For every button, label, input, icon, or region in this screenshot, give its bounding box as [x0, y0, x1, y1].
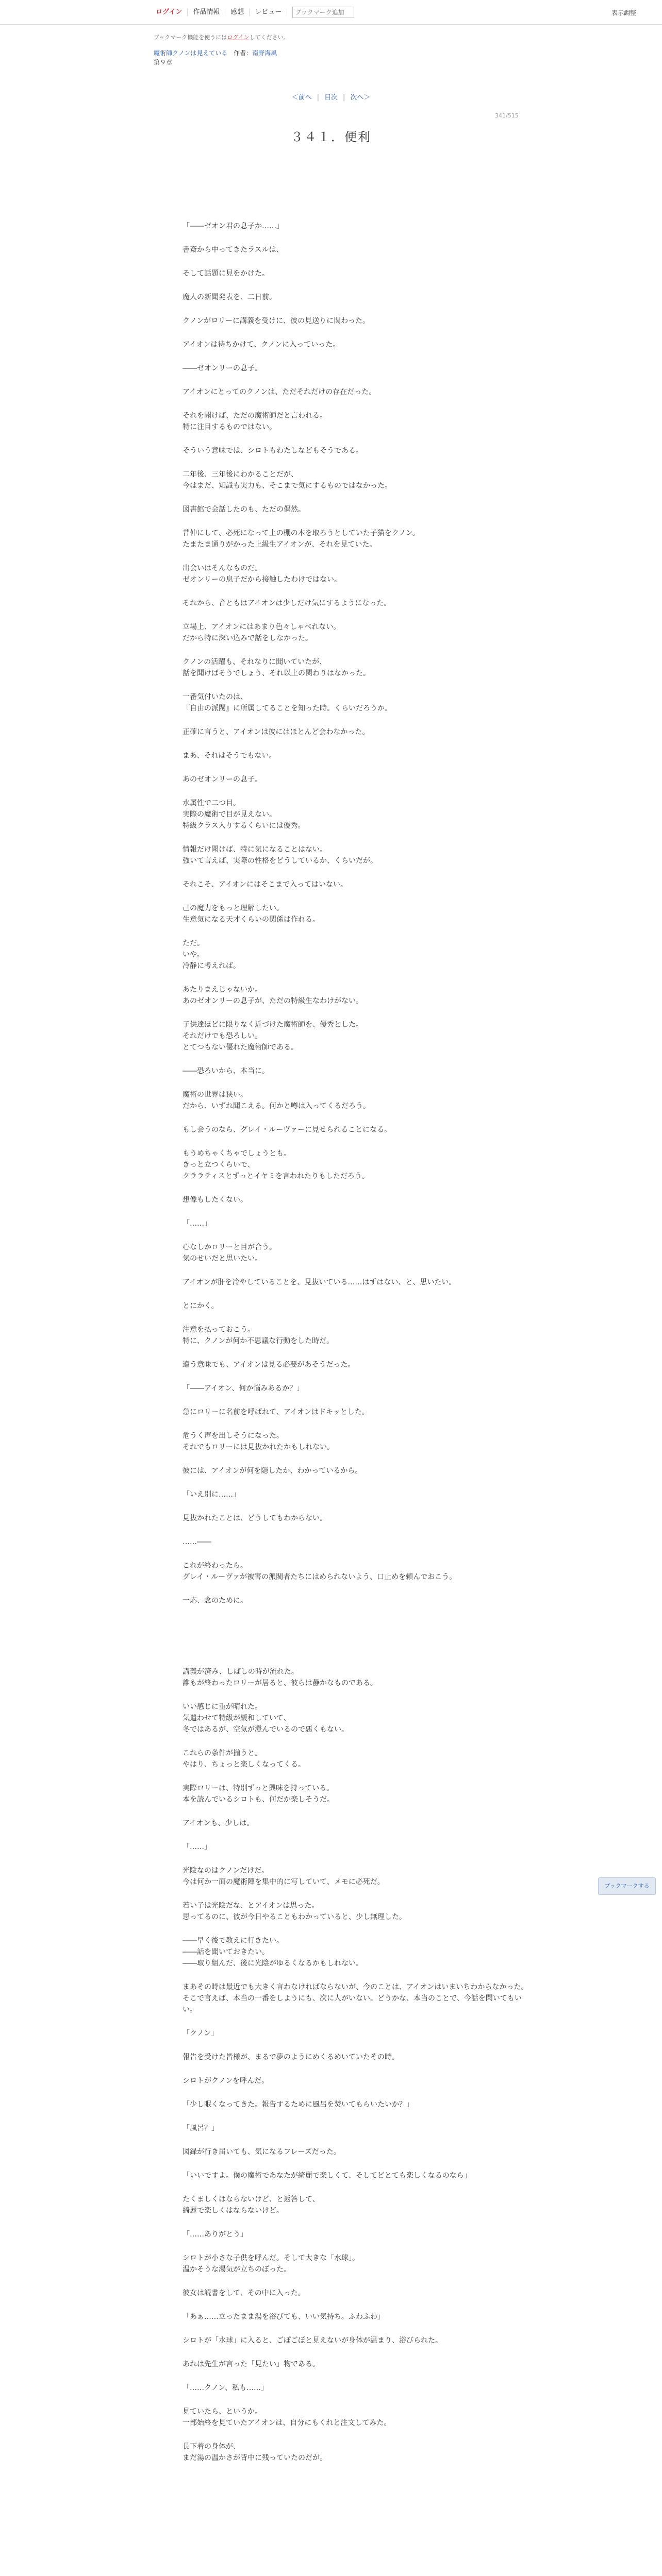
paragraph-block — [183, 598, 533, 609]
paragraph-block — [183, 1560, 533, 1583]
paragraph-gap — [183, 867, 533, 879]
episode-number: 341/515 — [495, 112, 519, 119]
body-line: 見ていたら、というか。 — [183, 2408, 262, 2416]
paragraph-gap — [183, 738, 533, 750]
paragraph-block — [183, 2099, 533, 2110]
body-line: いや。 — [183, 951, 204, 959]
body-line: 「いえ別に……」 — [183, 1490, 240, 1499]
paragraph-block — [183, 292, 533, 303]
paragraph-block — [183, 1981, 533, 2015]
paragraph-gap — [183, 515, 533, 528]
paragraph-gap — [183, 327, 533, 339]
paragraph-block — [183, 2252, 533, 2275]
paragraph-block — [183, 984, 533, 1007]
body-line: 「――アイオン、何か悩みあるか？」 — [183, 1384, 304, 1393]
body-line: 光陰なのはクノンだけだ。 — [183, 1867, 269, 1875]
paragraph-block — [183, 2170, 533, 2181]
paragraph-gap — [183, 1136, 533, 1148]
paragraph-block — [183, 2359, 533, 2370]
body-line: それから、音ともはアイオンは少しだけ気にするようになった。 — [183, 599, 391, 607]
paragraph-block — [183, 1841, 533, 1853]
paragraph-gap — [183, 1805, 533, 1818]
paragraph-gap — [183, 1264, 533, 1277]
body-line: 水属性で二つ目。 — [183, 799, 240, 807]
paragraph-block — [183, 1089, 533, 1112]
paragraph-block — [183, 1383, 533, 1394]
body-line: 危うく声を出しそうになった。 — [183, 1432, 284, 1440]
body-line: グレイ・ルーヴァが被害の派閥者たちにはめられないよう、口止めを頼んでおこう。 — [183, 1573, 457, 1581]
paragraph-gap — [183, 2015, 533, 2028]
floating-bookmark-button[interactable]: ブックマークする — [598, 1877, 656, 1895]
paragraph-gap — [183, 609, 533, 621]
paragraph-gap — [183, 2323, 533, 2335]
body-line: 生意気になる天才くらいの関係は作れる。 — [183, 916, 320, 924]
display-settings-link[interactable]: 表示調整 — [611, 9, 637, 16]
table-of-contents-link[interactable]: 目次 — [324, 94, 338, 101]
body-line: 温かそうな湯気が立ちのぼった。 — [183, 2265, 291, 2274]
body-line: そういう意味では、シロトもわたしなどもそうである。 — [183, 447, 363, 455]
body-line: 「……クノン、私も……」 — [183, 2384, 269, 2392]
paragraph-gap — [183, 1347, 533, 1359]
paragraph-gap — [183, 2110, 533, 2123]
paragraph-gap — [183, 585, 533, 598]
paragraph-block — [183, 315, 533, 327]
paragraph-block — [183, 2406, 533, 2429]
paragraph-gap — [183, 1112, 533, 1124]
paragraph-gap — [183, 679, 533, 691]
body-line: 「クノン」 — [183, 2029, 219, 2038]
body-line: 気のせいだと思いたい。 — [183, 1255, 262, 1263]
body-line: 出会いはそんなものだ。 — [183, 564, 262, 572]
body-line: 「……」 — [183, 1219, 211, 1228]
paragraph-block — [183, 844, 533, 867]
body-line: 話を聞けばそうでしょう、それ以上の関わりはなかった。 — [183, 669, 370, 677]
paragraph-gap — [183, 2275, 533, 2287]
paragraph-block — [183, 1642, 533, 1654]
body-line: 彼には、アイオンが何を隠したか、わかっているから。 — [183, 1467, 362, 1475]
paragraph-gap — [183, 2134, 533, 2146]
paragraph-gap — [183, 1770, 533, 1783]
paragraph-gap — [183, 2429, 533, 2441]
body-line: やはり、ちょっと楽しくなってくる。 — [183, 1760, 305, 1769]
paragraph-block — [183, 1406, 533, 1418]
paragraph-block — [183, 363, 533, 374]
body-line: 「風呂？」 — [183, 2124, 219, 2132]
body-line: 見抜かれたことは、どうしてもわからない。 — [183, 1514, 327, 1522]
paragraph-block — [183, 1194, 533, 1206]
episode-pager — [0, 92, 662, 101]
paragraph-gap — [183, 714, 533, 726]
body-line: 図録が行き届いても、気になるフレーズだった。 — [183, 2148, 341, 2156]
paragraph-gap — [183, 1524, 533, 1536]
body-line: アイオンにとってのクノンは、ただそれだけの存在だった。 — [183, 388, 376, 396]
paragraph-gap — [183, 2216, 533, 2229]
body-line: 冷静に考えれば。 — [183, 962, 240, 970]
feel-link[interactable]: 感想 — [225, 9, 250, 16]
paragraph-block — [183, 1324, 533, 1347]
paragraph-gap — [183, 1853, 533, 1865]
body-line: もし会うのなら、グレイ・ルーヴァーに見せられることになる。 — [183, 1126, 392, 1134]
paragraph-gap — [183, 2181, 533, 2194]
body-line: それでもロリーには見抜かれたかもしれない。 — [183, 1443, 334, 1451]
paragraph-gap — [183, 1077, 533, 1089]
prev-episode-link[interactable]: ＜前へ — [291, 94, 312, 101]
review-link[interactable]: レビュー — [250, 9, 287, 16]
paragraph-gap — [183, 972, 533, 984]
body-line: あたりまえじゃないか。 — [183, 986, 262, 994]
paragraph-block — [183, 221, 533, 232]
paragraph-block — [183, 938, 533, 972]
body-line: 今はまだ、知識も実力も、そこまで気にするものではなかった。 — [183, 482, 392, 490]
paragraph-gap — [183, 644, 533, 656]
body-line: 実際の魔術で目が見えない。 — [183, 810, 276, 819]
paragraph-gap — [183, 890, 533, 903]
body-line: ――話を聞いておきたい。 — [183, 1948, 269, 1956]
paragraph-block — [183, 1019, 533, 1053]
body-line — [183, 1642, 533, 1654]
paragraph-block — [183, 1619, 533, 1630]
paragraph-block — [183, 2441, 533, 2464]
paragraph-gap — [183, 1394, 533, 1406]
body-line — [183, 1619, 533, 1630]
login-link[interactable]: ログイン — [151, 9, 188, 16]
body-line: あのゼオンリーの息子が、ただの特級生なわけがない。 — [183, 997, 363, 1005]
body-line: 特に、クノンが何か不思議な行動をした時だ。 — [183, 1337, 334, 1345]
body-line: 『自由の派閥』に所属してることを知った時。くらいだろうか。 — [183, 704, 392, 713]
paragraph-block — [183, 1900, 533, 1923]
paragraph-block — [183, 1513, 533, 1524]
paragraph-block — [183, 2052, 533, 2063]
body-line: これらの条件が揃うと。 — [183, 1749, 262, 1757]
paragraph-block — [183, 726, 533, 738]
body-line: 実際ロリーは、特別ずっと興味を持っている。 — [183, 1784, 334, 1792]
body-line: もうめちゃくちゃでしょうとも。 — [183, 1149, 291, 1158]
episode-title: ３４１．便利 — [291, 130, 371, 144]
body-line: ただ。 — [183, 939, 204, 947]
paragraph-block — [183, 1124, 533, 1136]
body-line: たまたま通りがかった上級生アイオンが、それを見ていた。 — [183, 540, 377, 549]
paragraph-gap — [183, 1689, 533, 1701]
paragraph-gap — [183, 492, 533, 504]
paragraph-gap — [183, 1969, 533, 1981]
paragraph-gap — [183, 1477, 533, 1489]
paragraph-block — [183, 1277, 533, 1288]
body-line: とにかく。 — [183, 1302, 219, 1310]
body-line: だから特に深い込みで話をしなかった。 — [183, 634, 312, 642]
body-line: ――早く後で教えに行きたい。 — [183, 1937, 284, 1945]
body-line: 講義が済み、しばしの時が流れた。 — [183, 1668, 299, 1676]
paragraph-block — [183, 469, 533, 492]
paragraph-gap — [183, 2240, 533, 2252]
body-line: それを聞けば、ただの魔術師だと言われる。 — [183, 412, 327, 420]
bookmark-note-prefix: ブックマーク機能を使うには — [154, 34, 227, 41]
paragraph-block — [183, 2287, 533, 2299]
paragraph-gap — [183, 2394, 533, 2406]
paragraph-block — [183, 798, 533, 832]
body-line: 一応、念のために。 — [183, 1597, 247, 1605]
body-line: 彼女は読書をして、その中に入った。 — [183, 2289, 305, 2297]
paragraph-gap — [183, 1548, 533, 1560]
body-line: 正確に言うと、アイオンは彼にはほとんど会わなかった。 — [183, 728, 370, 736]
body-line: 注意を払っておこう。 — [183, 1326, 255, 1334]
paragraph-block — [183, 1701, 533, 1735]
body-line: 図書館で会話したのも、ただの偶然。 — [183, 505, 305, 514]
paragraph-block — [183, 621, 533, 644]
paragraph-gap — [183, 1888, 533, 1900]
paragraph-block — [183, 1242, 533, 1264]
body-line: これが終わったら。 — [183, 1562, 247, 1570]
paragraph-block — [183, 1595, 533, 1606]
body-line: いい感じに重が晴れた。 — [183, 1703, 262, 1711]
body-line: 報告を受けた皆様が、まるで夢のようにめくるめいていたその時。 — [183, 2053, 399, 2061]
paragraph-gap — [183, 1312, 533, 1324]
body-line: 己の魔力をもっと理解したい。 — [183, 904, 284, 912]
body-line: 心なしかロリーと目が合う。 — [183, 1243, 276, 1251]
works-info-link[interactable]: 作品情報 — [188, 9, 225, 16]
paragraph-block — [183, 410, 533, 433]
paragraph-gap — [183, 350, 533, 363]
body-line: 気遣わせて特級が緩和していて、 — [183, 1714, 291, 1722]
paragraph-gap — [183, 2039, 533, 2052]
paragraph-block — [183, 2028, 533, 2039]
paragraph-block — [183, 2123, 533, 2134]
paragraph-block — [183, 386, 533, 398]
paragraph-gap — [183, 761, 533, 774]
paragraph-block — [183, 903, 533, 925]
paragraph-gap — [183, 2464, 533, 2476]
body-line: シロトがクノンを呼んだ。 — [183, 2077, 269, 2085]
novel-header — [154, 33, 515, 67]
paragraph-block — [183, 1359, 533, 1370]
paragraph-gap — [183, 1829, 533, 1841]
paragraph-gap — [183, 1606, 533, 1619]
paragraph-block — [183, 2311, 533, 2323]
body-line: 冬ではあるが、空気が澄んでいるので悪くもない。 — [183, 1725, 349, 1734]
body-line: シロトが「水球」に入ると、ごぽごぽと見えないが身体が温まり、浴びられた。 — [183, 2336, 442, 2345]
paragraph-gap — [183, 2063, 533, 2075]
paragraph-gap — [183, 256, 533, 268]
body-line: 今は何か一面の魔術陣を集中的に写していて、メモに必死だ。 — [183, 1878, 385, 1886]
paragraph-block — [183, 2194, 533, 2216]
paragraph-gap — [183, 1630, 533, 1642]
paragraph-gap — [183, 1583, 533, 1595]
paragraph-gap — [183, 1500, 533, 1513]
paragraph-gap — [183, 2299, 533, 2311]
paragraph-block — [183, 1430, 533, 1453]
body-line: アイオンも、少しは。 — [183, 1819, 254, 1827]
paragraph-block — [183, 1489, 533, 1500]
paragraph-block — [183, 504, 533, 515]
body-line: クララティスとずっとイヤミを言われたりもしただろう。 — [183, 1172, 370, 1180]
body-line: クノンの活躍も、それなりに聞いていたが、 — [183, 658, 327, 666]
body-line: 二年後、三年後にわかることだが、 — [183, 470, 298, 479]
series-line — [154, 48, 515, 58]
paragraph-block — [183, 2335, 533, 2346]
paragraph-block — [183, 528, 533, 550]
paragraph-gap — [183, 785, 533, 798]
paragraph-block — [183, 1536, 533, 1548]
top-navigation-bar — [0, 0, 662, 25]
paragraph-gap — [183, 374, 533, 386]
body-line: 情報だけ聞けば、特に気になることはない。 — [183, 845, 327, 854]
body-line: ……―― — [183, 1538, 211, 1546]
body-line: 「いいですよ。僕の魔術であなたが綺麗で楽しくて、そしてどとても楽しくなるのなら」 — [183, 2172, 471, 2180]
body-line: 魔術の世界は狭い。 — [183, 1091, 247, 1099]
body-line: 「……ありがとう」 — [183, 2230, 247, 2239]
body-line: アイオンは待ちかけて、クノンに入っていった。 — [183, 341, 340, 349]
body-line: 強いて言えば、実際の性格をどうしているか、くらいだが。 — [183, 857, 377, 865]
body-line: 特級クラス入りするくらいには優秀。 — [183, 822, 305, 830]
body-line: まあその時は最近でも大きく言わなければならないが、今のことは、アイオンはいまいちわからなかった。そこで言えば、本当の一番をしようにも、次に人がいない。どうかな、本当のことで、今話を聞いてもいい。 — [183, 1983, 528, 2014]
body-line: 思ってるのに、彼が今日やることもわかっていると、少し無理した。 — [183, 1913, 406, 1921]
paragraph-block — [183, 1148, 533, 1182]
paragraph-gap — [183, 398, 533, 410]
paragraph-block — [183, 445, 533, 456]
paragraph-block — [183, 1748, 533, 1770]
paragraph-block — [183, 774, 533, 785]
body-line: 長下着の身体が、 — [183, 2443, 240, 2451]
paragraph-block — [183, 1818, 533, 1829]
paragraph-block — [183, 1300, 533, 1312]
paragraph-block — [183, 2229, 533, 2240]
author-label: 作者： — [234, 49, 253, 57]
paragraph-block — [183, 2146, 533, 2158]
paragraph-block — [183, 339, 533, 350]
paragraph-gap — [183, 2158, 533, 2170]
body-line: それこそ、アイオンにはそこまで入ってはいない。 — [183, 880, 348, 889]
body-line: シロトが小さな子供を呼んだ。そして大きな「水球」。 — [183, 2254, 359, 2262]
paragraph-gap — [183, 925, 533, 938]
paragraph-block — [183, 2075, 533, 2087]
paragraph-gap — [183, 1007, 533, 1019]
paragraph-gap — [183, 2087, 533, 2099]
bookmark-login-link[interactable]: ログイン — [227, 34, 250, 41]
body-line: 書斎から中ってきたラスルは、 — [183, 246, 284, 254]
body-line: それだけでも恐ろしい。 — [183, 1032, 262, 1040]
body-line: 一部始終を見ていたアイオンは、自分にもくれと注文してみた。 — [183, 2419, 391, 2427]
paragraph-block — [183, 691, 533, 714]
paragraph-block — [183, 1865, 533, 1888]
body-line: 想像もしたくない。 — [183, 1196, 247, 1204]
body-line: まあ、それはそうでもない。 — [183, 752, 276, 760]
paragraph-block — [183, 1666, 533, 1689]
pager-separator: | — [317, 94, 319, 101]
paragraph-gap — [183, 279, 533, 292]
body-line: 一番気付いたのは、 — [183, 693, 247, 701]
body-line: 昔仲にして、必死になって上の棚の本を取ろうとしていた子猫をクノン。 — [183, 529, 420, 537]
body-line: 「あぁ……立ったまま湯を浴びても、いい気持ち。ふわふわ」 — [183, 2313, 385, 2321]
body-line: 誰もが終わったロリーが居ると、彼らは静かなものである。 — [183, 1679, 377, 1687]
body-line: 特に注目するものではない。 — [183, 423, 276, 431]
body-line: 「少し眠くなってきた。報告するために風呂を焚いてもらいたいか？」 — [183, 2100, 413, 2109]
body-line: たくましくはならないけど、と返答して、 — [183, 2195, 320, 2204]
body-line: ――ゼオンリーの息子。 — [183, 364, 262, 372]
body-line: 本を読んでいるシロトも、何だか楽しそうだ。 — [183, 1795, 334, 1804]
paragraph-gap — [183, 1453, 533, 1465]
paragraph-gap — [183, 1735, 533, 1748]
paragraph-block — [183, 750, 533, 761]
paragraph-gap — [183, 303, 533, 315]
paragraph-gap — [183, 1229, 533, 1242]
paragraph-block — [183, 1465, 533, 1477]
paragraph-gap — [183, 1182, 533, 1194]
paragraph-block — [183, 1935, 533, 1969]
paragraph-block — [183, 656, 533, 679]
bookmark-login-note — [154, 33, 515, 42]
paragraph-block — [183, 244, 533, 256]
paragraph-gap — [183, 1654, 533, 1666]
paragraph-gap — [183, 1370, 533, 1383]
body-line: アイオンが肝を冷やしていることを、見抜いている……はずはない、と、思いたい。 — [183, 1278, 456, 1286]
body-line: そして話題に見をかけた。 — [183, 269, 269, 278]
body-line: 「――ゼオン君の息子か……」 — [183, 222, 284, 230]
bookmark-search-input[interactable] — [292, 7, 354, 18]
paragraph-block — [183, 268, 533, 279]
paragraph-block — [183, 879, 533, 890]
paragraph-gap — [183, 1053, 533, 1065]
body-line: あれは先生が言った「見たい」物である。 — [183, 2360, 320, 2368]
series-title-link[interactable]: 魔術師クノンは見えている — [154, 49, 228, 57]
paragraph-gap — [183, 2370, 533, 2382]
chapter-label: 第９章 — [154, 59, 173, 66]
body-line: ――取り組んだ、後に光陰がゆるくなるかもしれない。 — [183, 1959, 363, 1968]
paragraph-gap — [183, 433, 533, 445]
paragraph-block — [183, 1218, 533, 1229]
paragraph-gap — [183, 456, 533, 469]
body-line: きっと立つくらいで、 — [183, 1161, 255, 1169]
novel-body — [183, 221, 533, 2476]
paragraph-block — [183, 1065, 533, 1077]
paragraph-gap — [183, 1923, 533, 1935]
paragraph-gap — [183, 2346, 533, 2359]
body-line: ――恐ろいから、本当に。 — [183, 1067, 269, 1075]
body-line: 子供達ほどに限りなく近づけた魔術師を、優秀とした。 — [183, 1021, 363, 1029]
paragraph-gap — [183, 1288, 533, 1300]
body-line: まだ湯の温かさが背中に残っていたのだが。 — [183, 2454, 327, 2462]
paragraph-block — [183, 1783, 533, 1805]
author-link[interactable]: 南野海風 — [252, 49, 277, 57]
body-line: 若い子は光陰だな、とアイオンは思った。 — [183, 1902, 319, 1910]
paragraph-gap — [183, 232, 533, 244]
bookmark-note-suffix: してください。 — [249, 34, 289, 41]
body-line: だから、いずれ聞こえる。何かと噂は入ってくるだろう。 — [183, 1102, 370, 1110]
paragraph-gap — [183, 1418, 533, 1430]
next-episode-link[interactable]: 次へ＞ — [350, 94, 371, 101]
body-line: あのゼオンリーの息子。 — [183, 775, 262, 784]
paragraph-gap — [183, 1206, 533, 1218]
top-nav-left — [151, 0, 354, 25]
body-line: 魔人の新聞発表を、二日前。 — [183, 293, 276, 301]
body-line: 綺麗で楽しくはならないけど。 — [183, 2207, 284, 2215]
body-line: ゼオンリーの息子だから接触したわけではない。 — [183, 575, 341, 584]
pager-separator: | — [343, 94, 345, 101]
paragraph-block — [183, 563, 533, 585]
paragraph-block — [183, 2382, 533, 2394]
body-line: 急にロリーに名前を呼ばれて、アイオンはドキッとした。 — [183, 1408, 369, 1416]
paragraph-gap — [183, 550, 533, 563]
body-line: 「……」 — [183, 1843, 211, 1851]
paragraph-gap — [183, 832, 533, 844]
body-line: 立場上、アイオンにはあまり色々しゃべれない。 — [183, 623, 341, 631]
body-line: クノンがロリーに講義を受けに、彼の見送りに関わった。 — [183, 317, 370, 325]
body-line: とてつもない優れた魔術師である。 — [183, 1043, 298, 1052]
body-line: 違う意味でも、アイオンは見る必要があそうだった。 — [183, 1361, 355, 1369]
